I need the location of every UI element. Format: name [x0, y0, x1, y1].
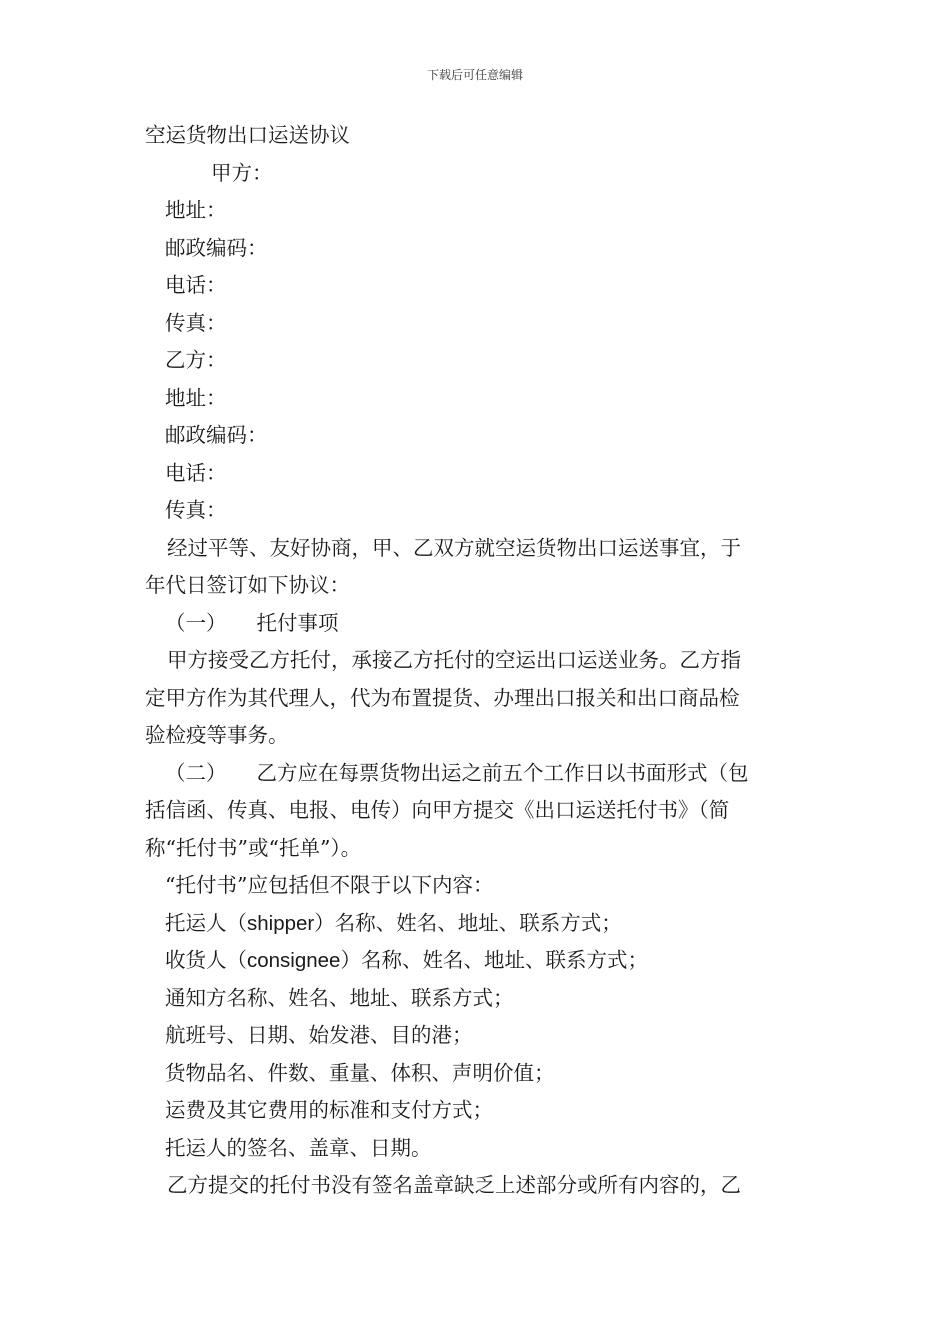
- list-item-english-term: shipper: [247, 911, 315, 935]
- party-b-phone: 电话：: [165, 460, 227, 485]
- list-item: 航班号、日期、始发港、目的港；: [165, 1023, 473, 1047]
- list-item: 货物品名、件数、重量、体积、声明价值；: [165, 1060, 555, 1085]
- section-1-body-line-2: 定甲方作为其代理人，代为布置提货、办理出口报关和出口商品检: [145, 685, 740, 710]
- page-header-note: 下载后可任意编辑: [426, 68, 523, 82]
- party-b-address: 地址：: [165, 385, 227, 410]
- section-1-heading: [145, 605, 809, 643]
- list-item-text: ）名称、姓名、地址、联系方式；: [340, 948, 648, 972]
- section-2-text: 乙方应在每票货物出运之前五个工作日以书面形式（包: [256, 760, 749, 785]
- list-item: [145, 942, 809, 980]
- preamble-line-2: 年代日签订如下协议：: [145, 573, 350, 597]
- list-item: 通知方名称、姓名、地址、联系方式；: [165, 985, 514, 1010]
- list-item-text: ）名称、姓名、地址、联系方式；: [314, 910, 622, 935]
- party-a-address: 地址：: [165, 198, 227, 222]
- closing-line: 乙方提交的托付书没有签名盖章缺乏上述部分或所有内容的，乙: [167, 1173, 741, 1197]
- section-1-body-line-3: 验检疫等事务。: [145, 723, 289, 747]
- list-item-text: 收货人（: [165, 948, 247, 972]
- party-a-postcode: 邮政编码：: [165, 235, 268, 260]
- document-title: 空运货物出口运送协议: [145, 123, 350, 147]
- preamble-line-1: 经过平等、友好协商，甲、乙双方就空运货物出口运送事宜，于: [167, 535, 741, 560]
- list-item: 运费及其它费用的标准和支付方式；: [165, 1098, 493, 1122]
- party-a-phone: 电话：: [165, 273, 227, 297]
- section-2-line-2: 括信函、传真、电报、电传）向甲方提交《出口运送托付书》（简: [145, 798, 730, 822]
- list-item: 托运人的签名、盖章、日期。: [165, 1135, 432, 1160]
- party-a-label: 甲方：: [211, 160, 273, 185]
- list-item-text: 托运人（: [165, 910, 247, 935]
- list-item: [145, 905, 809, 943]
- section-2-number: （二）: [165, 760, 227, 785]
- party-a-fax: 传真：: [165, 310, 227, 335]
- section-1-number: （一）: [165, 610, 227, 635]
- section-1-title: 托付事项: [256, 610, 339, 635]
- section-2-line-3: 称“托付书”或“托单”）。: [145, 835, 362, 860]
- party-b-postcode: 邮政编码：: [165, 423, 268, 447]
- party-b-fax: 传真：: [165, 498, 227, 522]
- contents-intro: “托付书”应包括但不限于以下内容：: [165, 873, 494, 897]
- section-2-line-1: [145, 755, 809, 793]
- document-body: [145, 117, 809, 1205]
- list-item-english-term: consignee: [247, 949, 341, 972]
- section-1-body-line-1: 甲方接受乙方托付，承接乙方托付的空运出口运送业务。乙方指: [167, 648, 741, 672]
- party-b-label: 乙方：: [165, 348, 227, 372]
